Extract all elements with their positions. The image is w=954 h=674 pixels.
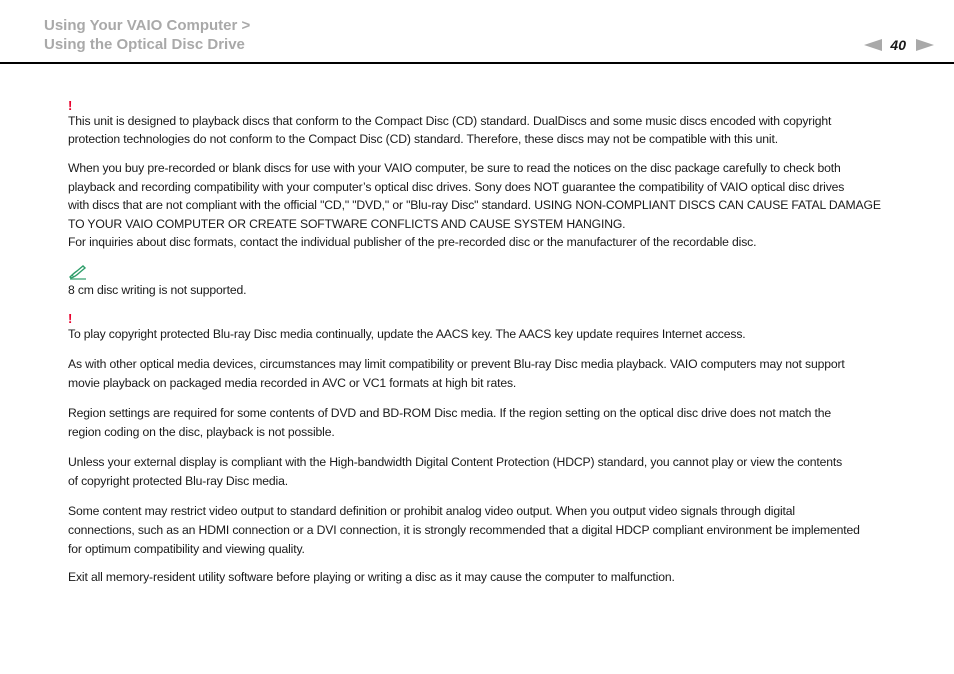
page-content <box>68 98 914 586</box>
triangle-left-icon[interactable] <box>864 39 882 51</box>
page-number: 40 <box>890 37 906 53</box>
warning-mark-icon: ! <box>68 98 73 113</box>
paragraph-bluray-playback: As with other optical media devices, circumstances may limit compatibility or prevent Blu-ray Disc media playback. VAIO computers may not support movie playback on packaged media recorded in AVC or VC1 formats at high bit rates. <box>68 356 845 390</box>
breadcrumb <box>44 16 250 54</box>
paragraph-memory-resident: Exit all memory-resident utility software before playing or writing a disc as it may cause the computer to malfunction. <box>68 569 675 584</box>
pencil-note-icon <box>68 264 88 282</box>
breadcrumb-chapter[interactable]: Using Your VAIO Computer > <box>44 17 251 34</box>
page-navigator <box>864 35 934 55</box>
paragraph-video-output: Some content may restrict video output to standard definition or prohibit analog video output. When you output video signals through digital connections, such as an HDMI connection or a DVI connection, it is strongly recommended that a digital HDCP compliant environment be implemented for optimum compatibility and viewing quality. <box>68 503 860 556</box>
page-header <box>0 0 954 64</box>
paragraph-hdcp: Unless your external display is compliant with the High-bandwidth Digital Content Protection (HDCP) standard, you cannot play or view the contents of copyright protected Blu-ray Disc media. <box>68 454 843 488</box>
header-divider <box>0 62 954 64</box>
warning-paragraph-cd-standard: This unit is designed to playback discs that conform to the Compact Disc (CD) standard. DualDiscs and some music discs encoded with copyright protection technologies do not conform to the Compact Disc (CD) standard. Therefore, these discs may not be compatible with this unit. <box>68 114 832 146</box>
warning-mark-icon: ! <box>68 311 73 326</box>
paragraph-region-settings: Region settings are required for some contents of DVD and BD-ROM Disc media. If the region setting on the optical disc drive does not match the region coding on the disc, playback is not possible. <box>68 405 832 439</box>
triangle-right-icon[interactable] <box>916 39 934 51</box>
warning-paragraph-aacs: To play copyright protected Blu-ray Disc media continually, update the AACS key. The AACS key update requires Internet access. <box>68 327 746 341</box>
note-paragraph-8cm: 8 cm disc writing is not supported. <box>68 282 247 297</box>
breadcrumb-section[interactable]: Using the Optical Disc Drive <box>44 36 245 53</box>
paragraph-disc-compatibility: When you buy pre-recorded or blank discs for use with your VAIO computer, be sure to read the notices on the disc package carefully to check both playback and recording compatibility with your computer’s optical disc drives. Sony does NOT guarantee the compatibility of VAIO optical disc drives with discs that are not compliant with the official "CD," "DVD," or "Blu-ray Disc" standard. USING NON-COMPLIANT DISCS CAN CAUSE FATAL DAMAGE TO YOUR VAIO COMPUTER OR CREATE SOFTWARE CONFLICTS AND CAUSE SYSTEM HANGING. For inquiries about disc formats, contact the individual publisher of the pre-recorded disc or the manufacturer of the recordable disc. <box>68 161 881 249</box>
